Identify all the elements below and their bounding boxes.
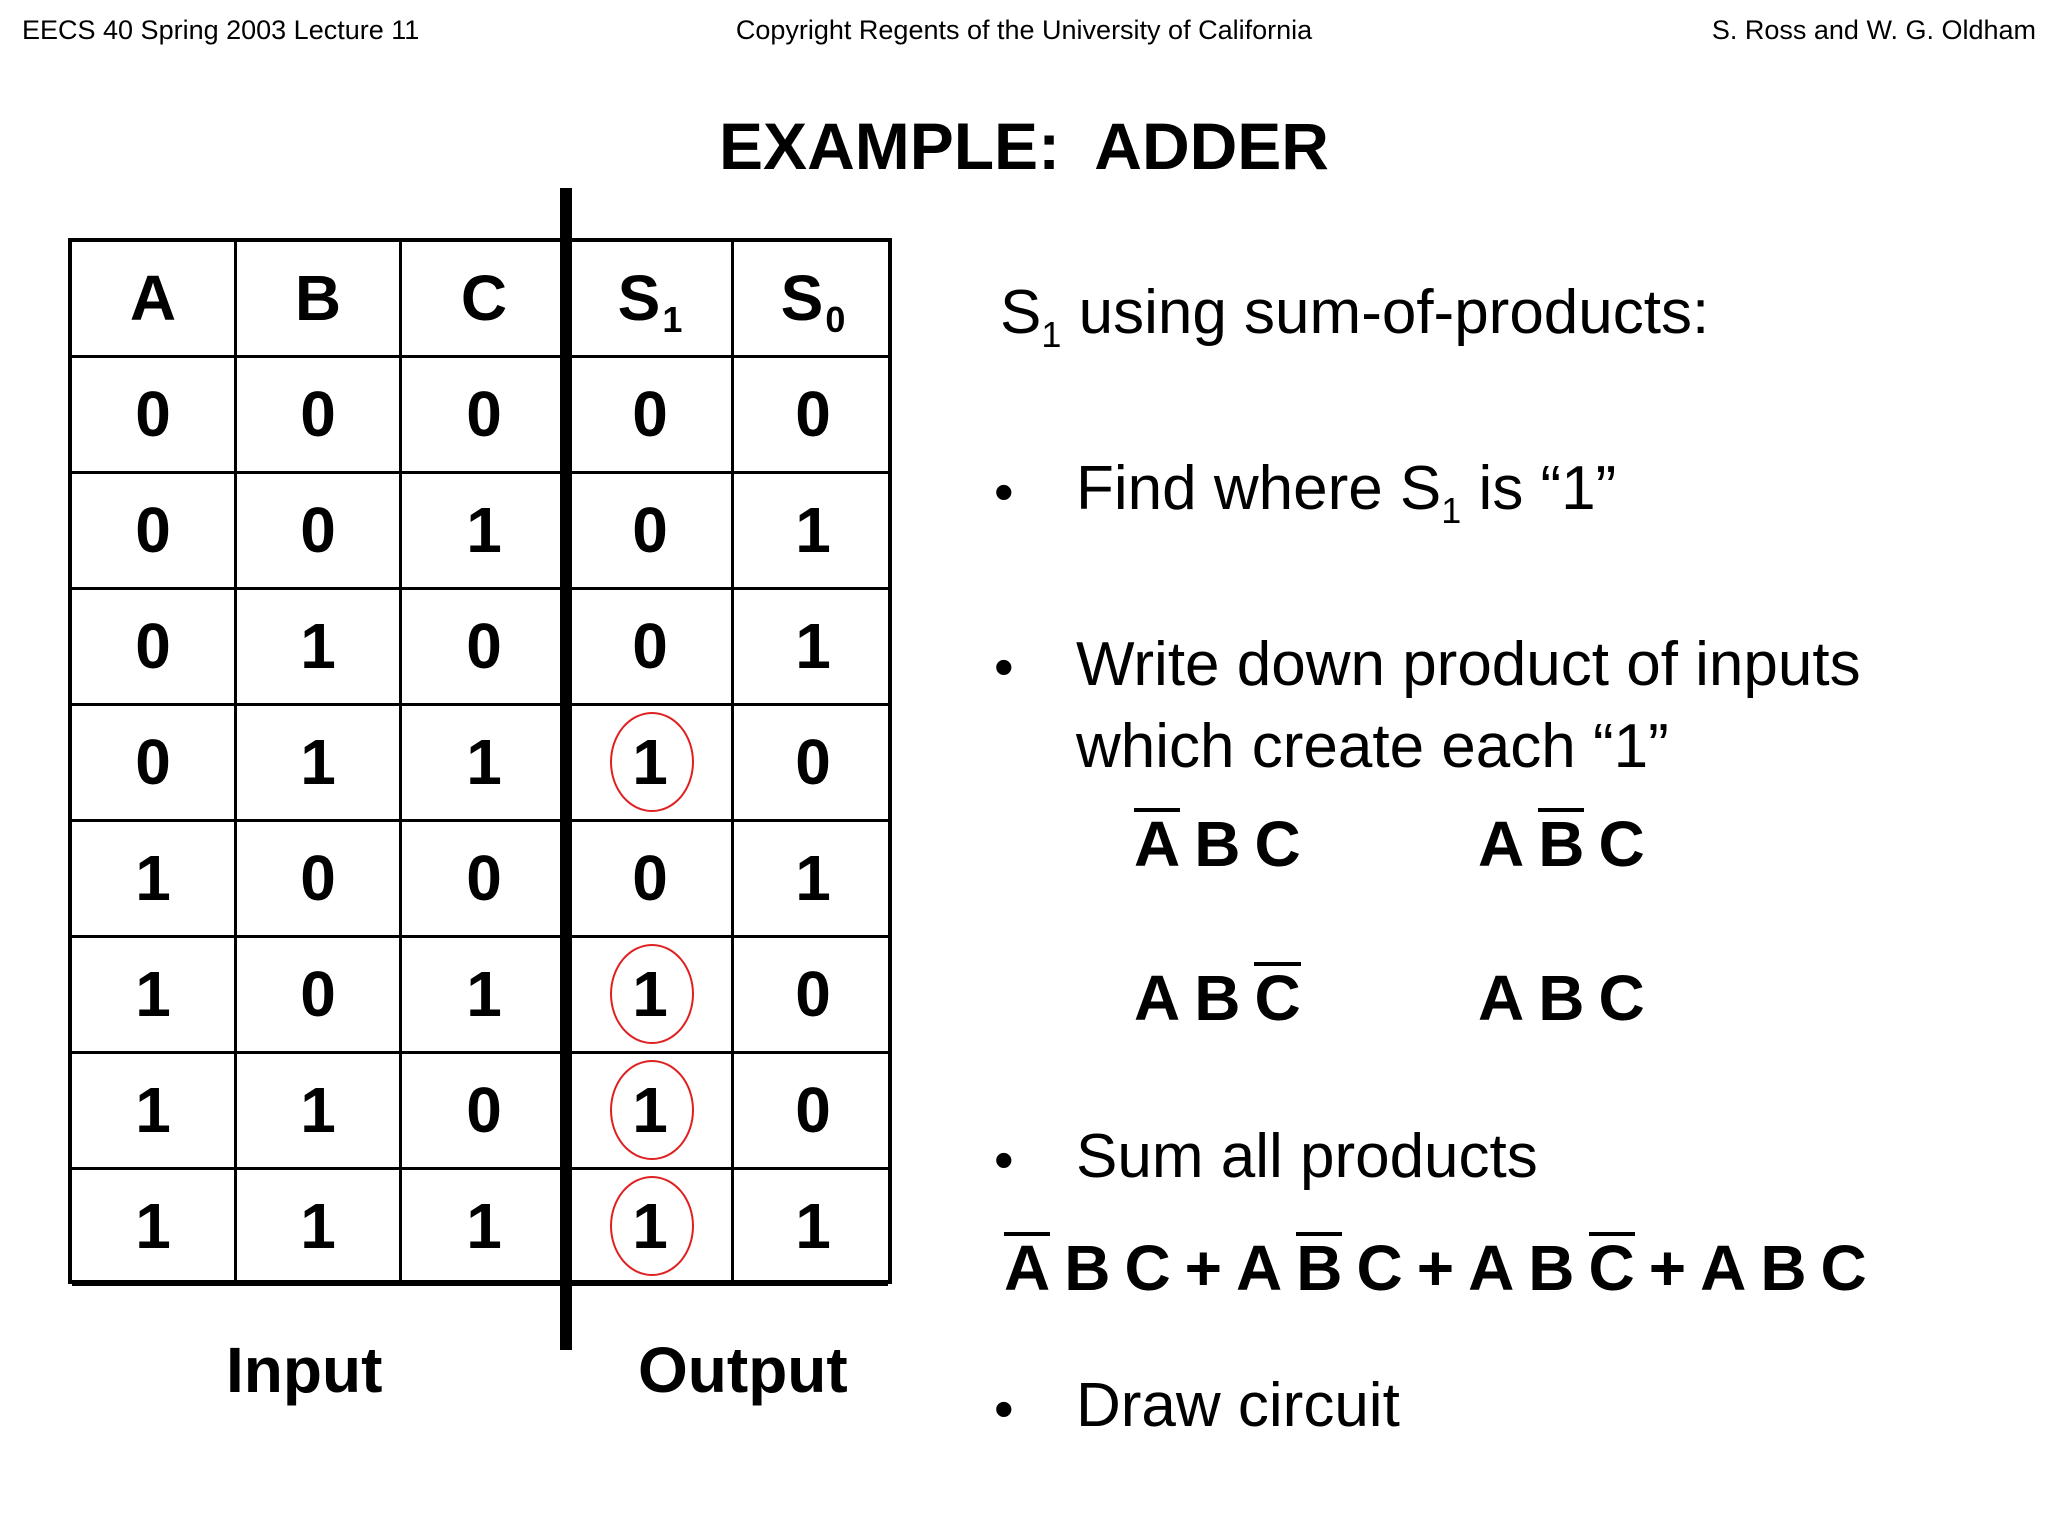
product-term-3	[1134, 962, 1301, 1034]
table-row	[72, 1170, 888, 1286]
slide-title: EXAMPLE: ADDER	[719, 109, 1329, 183]
variable: C	[1356, 1232, 1403, 1304]
table-cell: 0	[237, 822, 402, 935]
table-cell: 0	[72, 358, 237, 471]
table-cell: 0	[569, 822, 734, 935]
variable: B	[1760, 1232, 1807, 1304]
table-cell: 1	[72, 1170, 237, 1283]
table-cell: 1	[237, 590, 402, 703]
table-row	[72, 1054, 888, 1170]
bullet-dot: •	[994, 1377, 1014, 1440]
input-label: Input	[226, 1334, 383, 1406]
variable: A	[1478, 808, 1525, 880]
col-header-subscript: 1	[662, 299, 683, 340]
heading-text: using sum-of-products:	[1061, 278, 1710, 347]
col-header-subscript: 0	[825, 299, 846, 340]
table-cell: 0	[237, 358, 402, 471]
bullet-text: Find where S	[1076, 454, 1442, 523]
table-cell: 1	[569, 938, 734, 1051]
col-header-s0	[734, 242, 892, 355]
bullet-subscript: 1	[1441, 490, 1462, 531]
table-cell: 0	[72, 590, 237, 703]
bullet-text: is “1”	[1461, 454, 1617, 523]
col-header-label: S	[780, 262, 824, 334]
truth-table	[68, 238, 892, 1284]
variable: A	[1134, 962, 1181, 1034]
variable: B	[1194, 808, 1241, 880]
table-cell: 0	[402, 590, 569, 703]
table-row	[72, 358, 888, 474]
bullet-dot: •	[994, 1128, 1014, 1191]
bullet-dot: •	[994, 635, 1014, 698]
table-cell: 1	[402, 938, 569, 1051]
heading-subscript: 1	[1041, 314, 1062, 355]
table-cell: 0	[795, 958, 831, 1030]
sum-of-products-expression	[1004, 1232, 1881, 1304]
heading-s: S	[1000, 278, 1042, 347]
bullet-write-down-line2: which create each “1”	[1076, 712, 1669, 781]
table-cell: 1	[795, 842, 831, 914]
output-label: Output	[638, 1334, 848, 1406]
variable: B	[1538, 962, 1585, 1034]
complemented-variable: C	[1588, 1232, 1635, 1304]
variable: A	[1468, 1232, 1515, 1304]
header-copyright: Copyright Regents of the University of California	[735, 15, 1313, 45]
table-cell: 0	[72, 706, 237, 819]
col-header-label: C	[460, 262, 508, 334]
table-header-row	[72, 242, 888, 358]
variable: A	[1478, 962, 1525, 1034]
table-row	[72, 938, 888, 1054]
table-cell: 1	[569, 1054, 734, 1167]
input-output-divider	[560, 188, 572, 1350]
bullet-find-where	[1076, 454, 1616, 546]
col-header-label: S	[617, 262, 661, 334]
complemented-variable: B	[1538, 808, 1585, 880]
table-cell: 0	[402, 822, 569, 935]
bullet-draw-circuit: Draw circuit	[1076, 1371, 1400, 1440]
product-term-2	[1478, 808, 1645, 880]
table-row	[72, 822, 888, 938]
table-row	[72, 590, 888, 706]
table-cell: 1	[795, 1190, 831, 1262]
table-cell: 0	[237, 474, 402, 587]
table-cell: 1	[237, 706, 402, 819]
sop-heading	[1000, 278, 1709, 370]
plus-operator: +	[1648, 1232, 1687, 1304]
complemented-variable: C	[1254, 962, 1301, 1034]
table-cell: 0	[237, 938, 402, 1051]
complemented-variable: A	[1134, 808, 1181, 880]
complemented-variable: B	[1296, 1232, 1343, 1304]
bullet-write-down-line1: Write down product of inputs	[1076, 630, 1861, 699]
product-term-1	[1134, 808, 1301, 880]
table-cell: 1	[569, 706, 734, 819]
variable: C	[1598, 962, 1645, 1034]
bullet-sum-products: Sum all products	[1076, 1122, 1538, 1191]
col-header-label: B	[294, 262, 342, 334]
table-cell: 1	[402, 706, 569, 819]
table-cell: 0	[72, 474, 237, 587]
table-cell: 1	[72, 938, 237, 1051]
table-cell: 1	[237, 1054, 402, 1167]
variable: B	[1064, 1232, 1111, 1304]
table-cell: 0	[402, 1054, 569, 1167]
variable: A	[1700, 1232, 1747, 1304]
col-header-b	[237, 242, 402, 355]
table-cell: 0	[569, 474, 734, 587]
col-header-a	[72, 242, 237, 355]
table-cell: 0	[795, 378, 831, 450]
table-cell: 0	[795, 1074, 831, 1146]
table-row	[72, 474, 888, 590]
variable: C	[1820, 1232, 1867, 1304]
variable: C	[1598, 808, 1645, 880]
table-cell: 1	[402, 474, 569, 587]
table-cell: 1	[237, 1170, 402, 1283]
table-cell: 0	[569, 590, 734, 703]
plus-operator: +	[1416, 1232, 1455, 1304]
table-cell: 1	[795, 610, 831, 682]
col-header-label: A	[129, 262, 177, 334]
product-term-4	[1478, 962, 1645, 1034]
variable: C	[1124, 1232, 1171, 1304]
col-header-s1	[569, 242, 734, 355]
table-cell: 1	[72, 1054, 237, 1167]
header-course: EECS 40 Spring 2003 Lecture 11	[22, 15, 420, 45]
table-cell: 1	[72, 822, 237, 935]
variable: B	[1194, 962, 1241, 1034]
table-row	[72, 706, 888, 822]
col-header-c	[402, 242, 569, 355]
table-cell: 0	[569, 358, 734, 471]
table-cell: 0	[795, 726, 831, 798]
table-cell: 1	[569, 1170, 734, 1283]
complemented-variable: A	[1004, 1232, 1051, 1304]
variable: B	[1528, 1232, 1575, 1304]
table-cell: 1	[795, 494, 831, 566]
bullet-dot: •	[994, 460, 1014, 523]
plus-operator: +	[1184, 1232, 1223, 1304]
header-authors: S. Ross and W. G. Oldham	[1711, 15, 2036, 45]
variable: C	[1254, 808, 1301, 880]
variable: A	[1236, 1232, 1283, 1304]
table-cell: 0	[402, 358, 569, 471]
table-cell: 1	[402, 1170, 569, 1283]
